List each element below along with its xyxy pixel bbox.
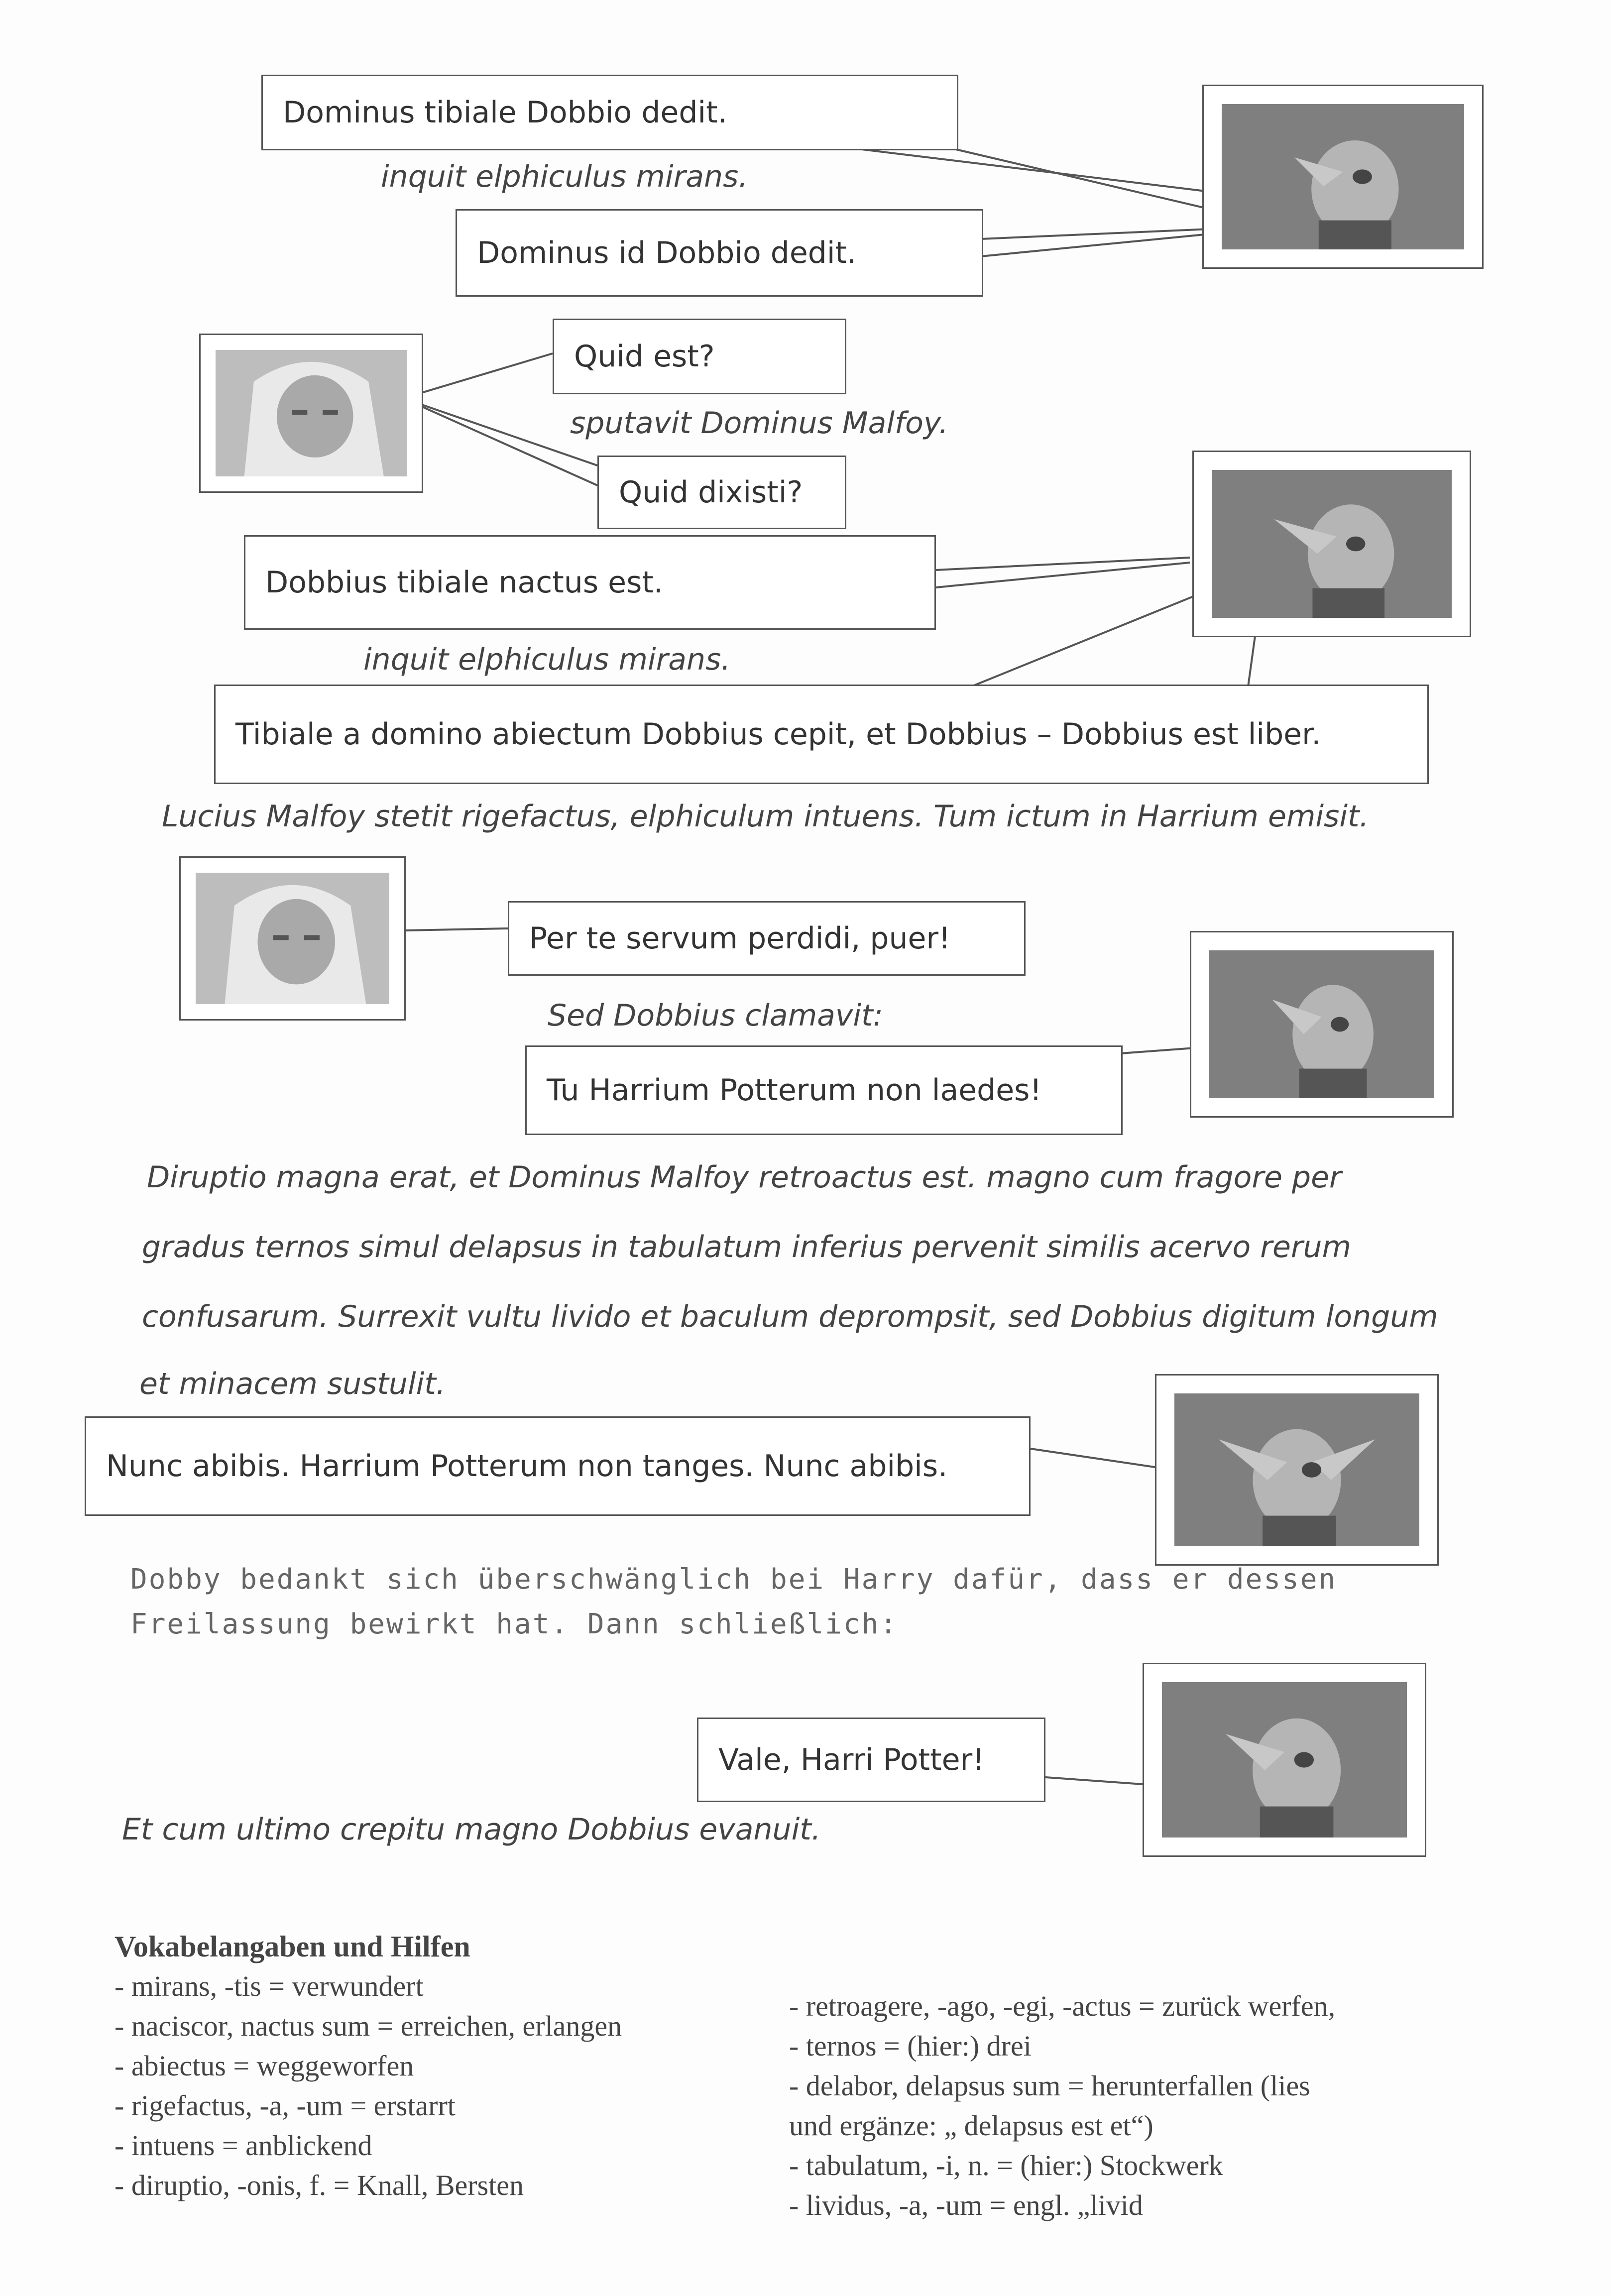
bubble-text: Dobbius tibiale nactus est. [265,565,663,600]
story-paragraph-line: confusarum. Surrexit vultu livido et baculum deprompsit, sed Dobbius digitum longum [142,1299,1438,1334]
vocab-item: - naciscor, nactus sum = erreichen, erlangen [115,2010,622,2042]
vocab-item: - abiectus = weggeworfen [115,2050,414,2082]
bubble-text: Dominus tibiale Dobbio dedit. [283,95,727,130]
speech-bubble [508,901,1026,976]
speech-bubble [214,685,1429,784]
vocab-item: und ergänze: „ delapsus est et“) [789,2109,1153,2142]
vocabulary-right-column [789,1986,1335,2225]
vocabulary-heading: Vokabelangaben und Hilfen [115,1930,470,1963]
vocab-item: - intuens = anblickend [115,2129,372,2162]
bubble-text: Quid dixisti? [619,475,803,510]
dobby-portrait [1155,1374,1439,1566]
narration-line: inquit elphiculus mirans. [381,159,748,194]
dobby-portrait [1190,931,1454,1118]
speech-bubble [456,209,983,297]
vocab-item: - ternos = (hier:) drei [789,2030,1032,2062]
vocabulary-left-column [115,1927,622,2205]
malfoy-portrait [199,334,423,493]
narration-line: Sed Dobbius clamavit: [548,998,883,1033]
vocab-item: - mirans, -tis = verwundert [115,1970,424,2002]
narration-line: sputavit Dominus Malfoy. [570,406,948,441]
speech-bubble [525,1045,1123,1135]
german-instruction-line: Freilassung bewirkt hat. Dann schließlich: [130,1608,899,1640]
vocab-item: - diruptio, -onis, f. = Knall, Bersten [115,2169,524,2201]
speech-bubble [597,456,846,529]
narration-line: Lucius Malfoy stetit rigefactus, elphiculum intuens. Tum ictum in Harrium emisit. [162,799,1369,834]
narration-line: inquit elphiculus mirans. [363,642,731,677]
german-instruction-line: Dobby bedankt sich überschwänglich bei Harry dafür, dass er dessen [130,1563,1337,1596]
speech-bubble [697,1718,1045,1802]
speech-bubble [85,1416,1031,1516]
bubble-text: Per te servum perdidi, puer! [529,921,951,956]
bubble-text: Quid est? [574,339,715,374]
vocab-item: - delabor, delapsus sum = herunterfallen (lies [789,2069,1310,2102]
story-paragraph-line: et minacem sustulit. [139,1367,446,1401]
bubble-text: Tu Harrium Potterum non laedes! [547,1073,1042,1108]
vocab-item: - rigefactus, -a, -um = erstarrt [115,2089,456,2122]
vocab-item: - retroagere, -ago, -egi, -actus = zurück werfen, [789,1990,1336,2022]
dobby-portrait [1202,85,1484,269]
dobby-portrait [1192,451,1471,637]
speech-bubble [553,319,846,394]
bubble-text: Nunc abibis. Harrium Potterum non tanges. Nunc abibis. [106,1449,948,1484]
bubble-text: Tibiale a domino abiectum Dobbius cepit, et Dobbius – Dobbius est liber. [235,717,1321,752]
dobby-portrait [1143,1663,1426,1857]
vocab-item: - lividus, -a, -um = engl. „livid [789,2189,1143,2221]
closing-narration: Et cum ultimo crepitu magno Dobbius evanuit. [122,1812,821,1847]
bubble-text: Vale, Harri Potter! [718,1742,985,1777]
story-paragraph-line: gradus ternos simul delapsus in tabulatum inferius pervenit similis acervo rerum [142,1230,1352,1264]
story-paragraph-line: Diruptio magna erat, et Dominus Malfoy retroactus est. magno cum fragore per [147,1160,1342,1195]
speech-bubble [261,75,958,150]
bubble-text: Dominus id Dobbio dedit. [477,235,857,270]
speech-bubble [244,535,936,630]
malfoy-portrait [179,856,406,1021]
vocab-item: - tabulatum, -i, n. = (hier:) Stockwerk [789,2149,1223,2181]
